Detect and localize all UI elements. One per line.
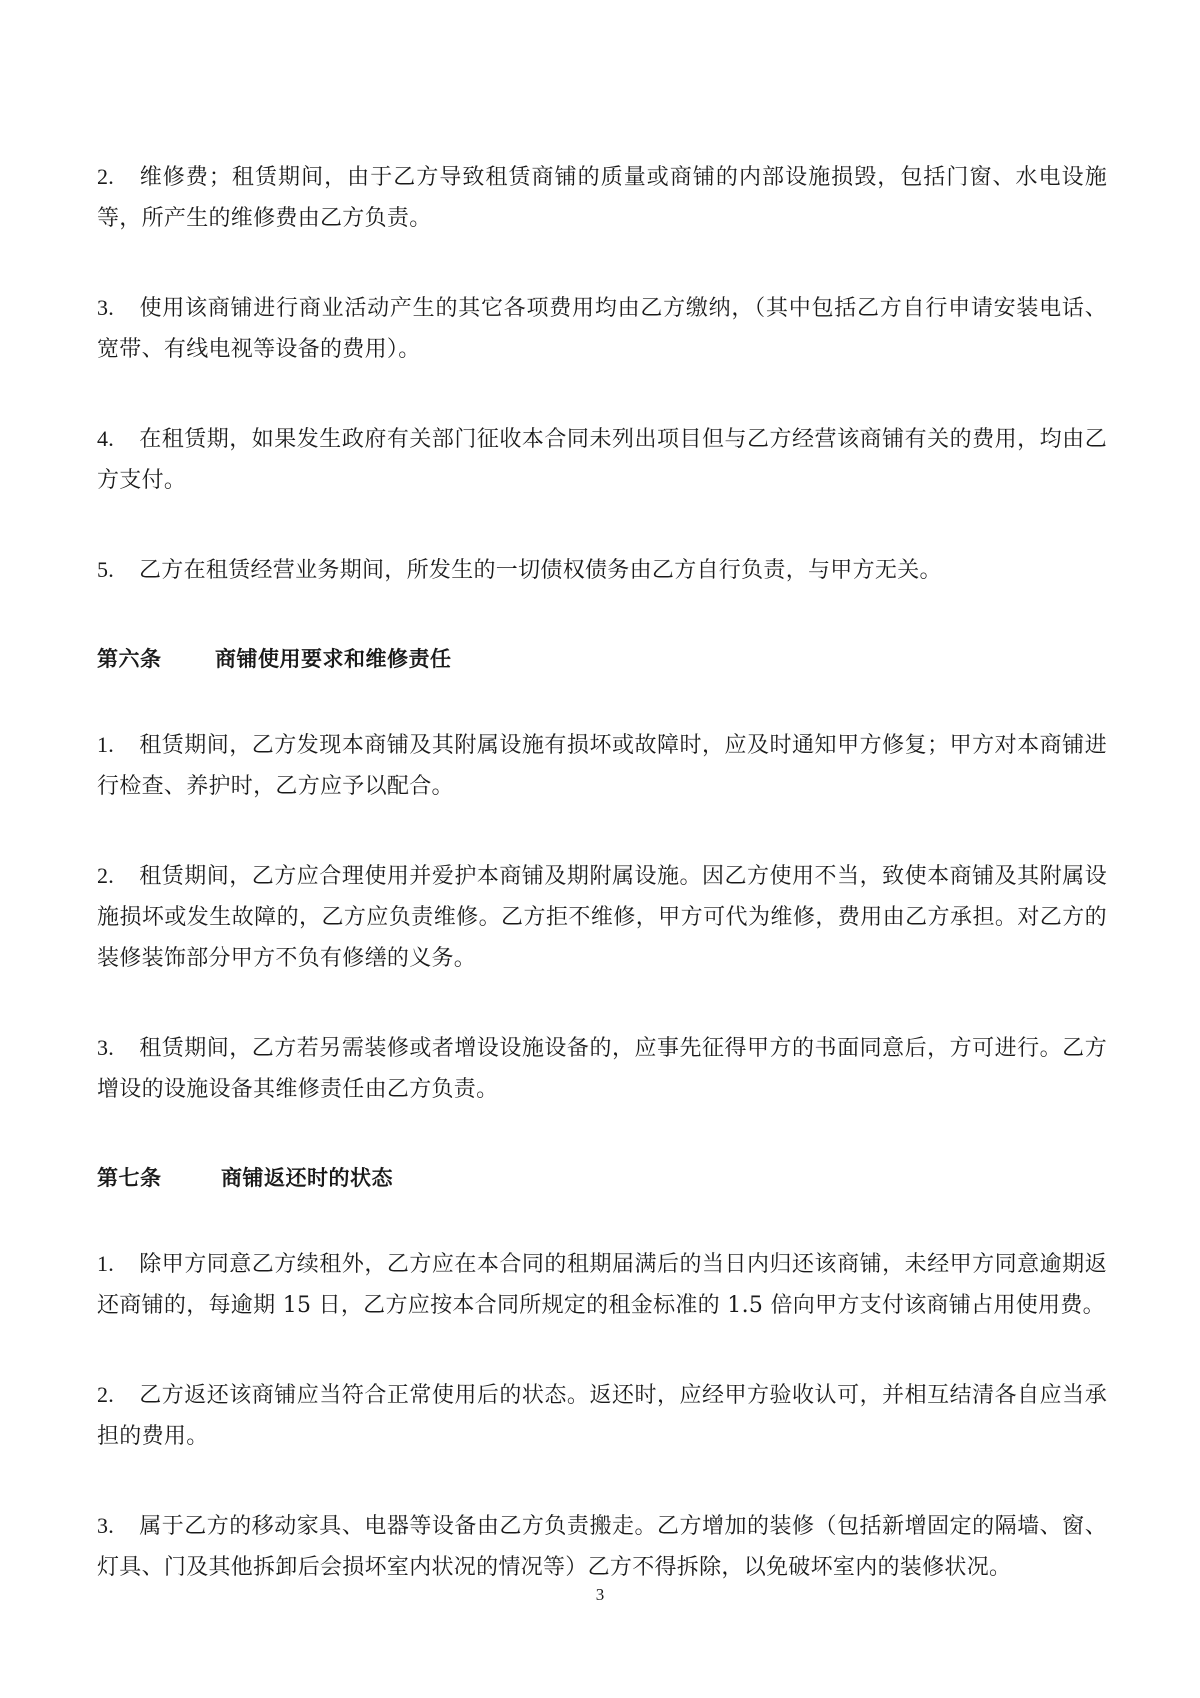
page-number: 3 [595,1585,605,1604]
clause-number: 2. [97,1382,115,1407]
clause-text: 乙方返还该商铺应当符合正常使用后的状态。返还时，应经甲方验收认可，并相互结清各自应当承担的费用。 [97,1383,1107,1449]
clause-item [97,1243,1107,1326]
clause-text: 在租赁期，如果发生政府有关部门征收本合同未列出项目但与乙方经营该商铺有关的费用，均由乙方支付。 [97,427,1107,493]
clause-item [97,855,1107,979]
article-number: 第七条 [97,1166,162,1190]
clause-number: 4. [97,426,115,451]
clause-item [97,418,1107,501]
clause-number: 2. [97,164,115,189]
clause-text: 属于乙方的移动家具、电器等设备由乙方负责搬走。乙方增加的装修（包括新增固定的隔墙、窗、灯具、门及其他拆卸后会损坏室内状况的情况等）乙方不得拆除，以免破坏室内的装修状况。 [97,1514,1107,1580]
article-title: 商铺使用要求和维修责任 [215,647,452,671]
clause-text: 使用该商铺进行商业活动产生的其它各项费用均由乙方缴纳，（其中包括乙方自行申请安装电话、宽带、有线电视等设备的费用）。 [97,296,1107,362]
clause-text: 租赁期间，乙方发现本商铺及其附属设施有损坏或故障时，应及时通知甲方修复；甲方对本商铺进行检查、养护时，乙方应予以配合。 [97,733,1107,799]
clause-text: 租赁期间，乙方应合理使用并爱护本商铺及期附属设施。因乙方使用不当，致使本商铺及其附属设施损坏或发生故障的，乙方应负责维修。乙方拒不维修，甲方可代为维修，费用由乙方承担。对乙方的装修装饰部分甲方不负有修缮的义务。 [97,864,1107,971]
clause-number: 3. [97,1035,115,1060]
article-title: 商铺返还时的状态 [221,1166,393,1190]
clause-number: 3. [97,295,115,320]
document-body [97,156,1107,1636]
article-number: 第六条 [97,647,162,671]
clause-item [97,549,1107,591]
article-heading [97,1158,1107,1199]
clause-number: 2. [97,863,115,888]
clause-text: 维修费；租赁期间，由于乙方导致租赁商铺的质量或商铺的内部设施损毁，包括门窗、水电设施等，所产生的维修费由乙方负责。 [97,165,1107,231]
clause-text: 租赁期间，乙方若另需装修或者增设设施设备的，应事先征得甲方的书面同意后，方可进行。乙方增设的设施设备其维修责任由乙方负责。 [97,1036,1107,1102]
clause-text: 乙方在租赁经营业务期间，所发生的一切债权债务由乙方自行负责，与甲方无关。 [139,558,942,583]
clause-number: 1. [97,732,115,757]
clause-number: 5. [97,557,115,582]
clause-item [97,1374,1107,1457]
clause-number: 1. [97,1251,115,1276]
clause-number: 3. [97,1513,115,1538]
clause-item [97,287,1107,370]
clause-item [97,156,1107,239]
article-heading [97,639,1107,680]
clause-item [97,1505,1107,1588]
clause-text: 除甲方同意乙方续租外，乙方应在本合同的租期届满后的当日内归还该商铺，未经甲方同意逾期返还商铺的，每逾期 15 日，乙方应按本合同所规定的租金标准的 1.5 倍向甲方支付该商铺占用使用费。 [97,1252,1107,1318]
clause-item [97,724,1107,807]
clause-item [97,1027,1107,1110]
